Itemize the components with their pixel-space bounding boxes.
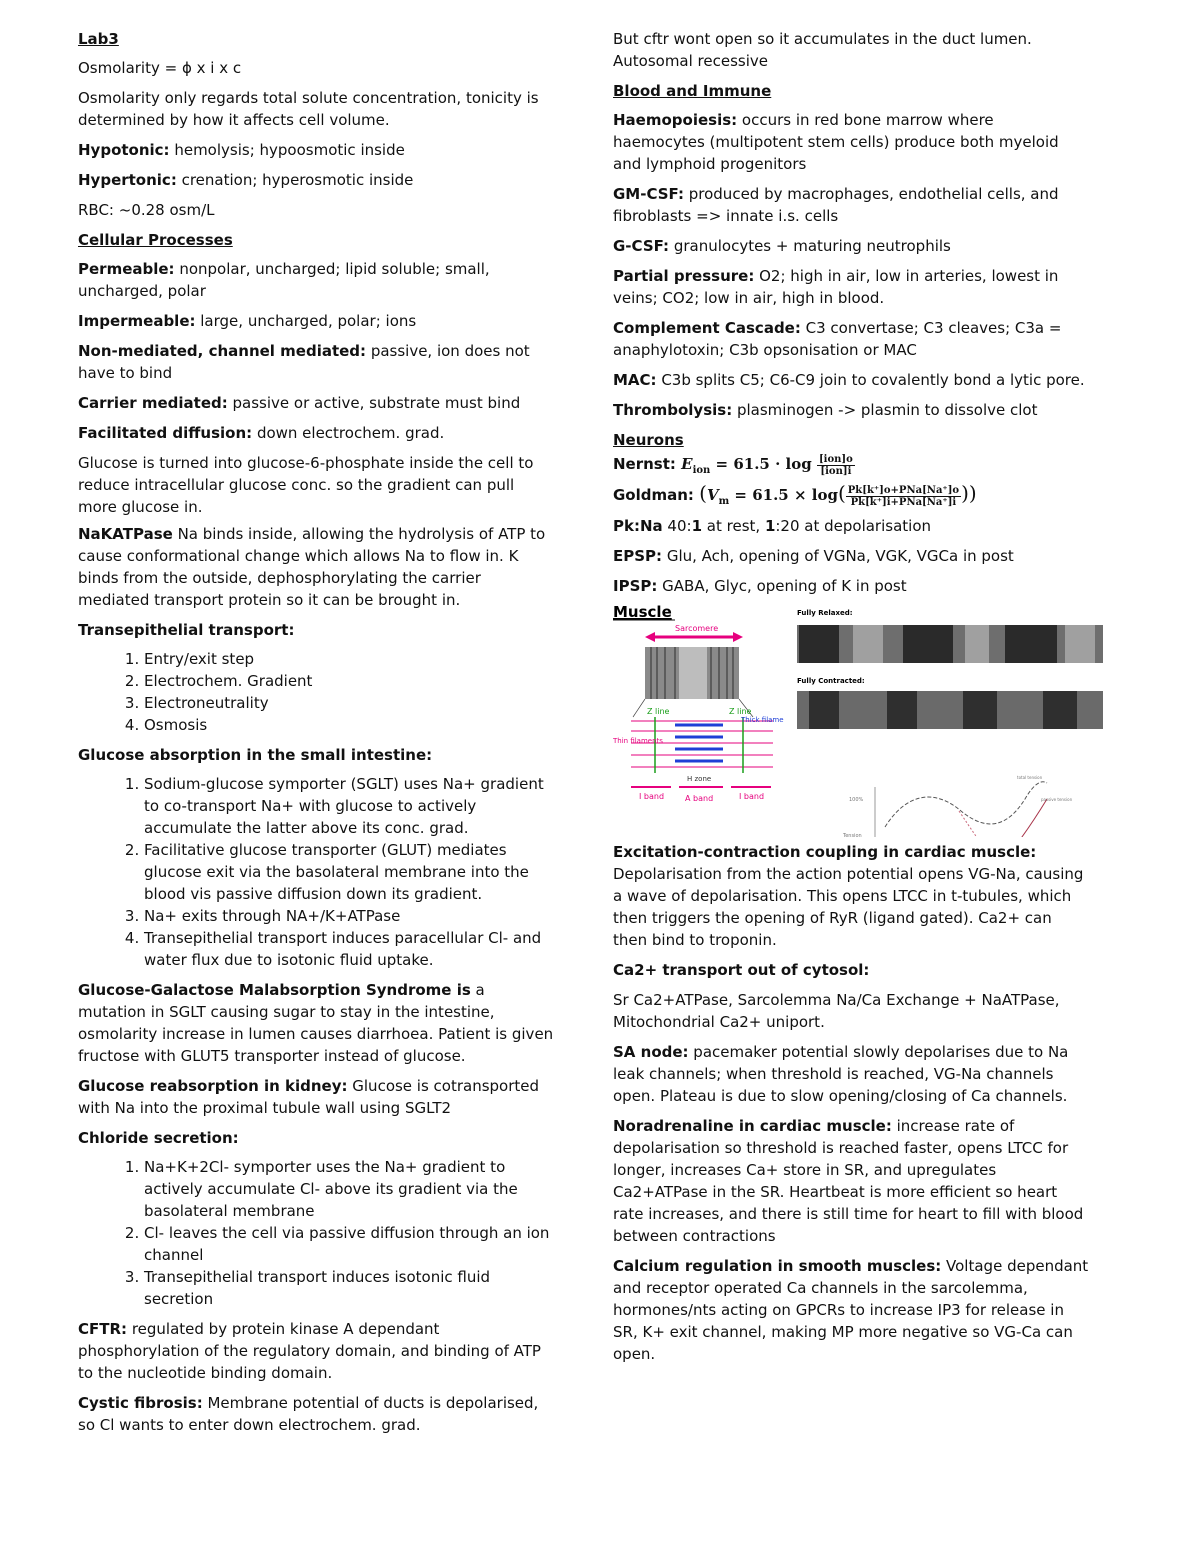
calcium-smooth-text: Voltage dependant and receptor operated Ca channels in the sarcolemma, hormones/nts acting on GPCRs to increase IP3 for release in SR, K+ exit channel, making MP more negative so VG-Ca can open. (613, 1257, 1089, 1363)
non-mediated-text: passive, ion does not have to bind (78, 342, 530, 382)
nakatpase-text: Na binds inside, allowing the hydrolysis of ATP to cause conformational change which allows Na to flow in. K binds from the outside, dephosphorylating the carrier mediated transport protein so it can be brought in. (78, 525, 546, 609)
list-item: 4. Transepithelial transport induces paracellular Cl- and water flux due to isotonic fluid uptake. (144, 927, 556, 971)
ecc-term: Excitation-contraction coupling in cardiac muscle: (613, 843, 1037, 861)
muscle-figure (613, 605, 1103, 837)
neurons-heading: Neurons (613, 431, 684, 449)
noradrenaline-text: increase rate of depolarisation so threshold is reached faster, opens LTCC for longer, increases Ca+ store in SR, and upregulates Ca2+ATPase in the SR. Heartbeat is more efficient so heart rate increases, and there is still time for heart to fill with blood between contractions (613, 1117, 1084, 1245)
rbc-osmolarity: RBC: ~0.28 osm/L (78, 201, 215, 219)
graph-y-axis-label: Tension (843, 833, 862, 837)
right-column (613, 28, 1089, 1373)
cystic-def (78, 1392, 556, 1436)
ca-transport-heading: Ca2+ transport out of cytosol: (613, 961, 870, 979)
facilitated-term: Facilitated diffusion: (78, 424, 253, 442)
list-item: 2. Facilitative glucose transporter (GLUT) mediates glucose exit via the basolateral membrane into the blood vis passive diffusion down its gradient. (144, 839, 556, 905)
lab3-heading: Lab3 (78, 30, 119, 48)
cellular-processes-heading: Cellular Processes (78, 231, 233, 249)
osmolarity-note: Osmolarity only regards total solute concentration, tonicity is determined by how it affects cell volume. (78, 89, 539, 129)
hypotonic-text: hemolysis; hypoosmotic inside (169, 141, 405, 159)
gmcsf-def (613, 183, 1089, 227)
thrombolysis-text: plasminogen -> plasmin to dissolve clot (732, 401, 1038, 419)
gmcsf-text: produced by macrophages, endothelial cells, and fibroblasts => innate i.s. cells (613, 185, 1059, 225)
cftr-text: regulated by protein kinase A dependant phosphorylation of the regulatory domain, and binding of ATP to the nucleotide binding domain. (78, 1320, 541, 1382)
nernst-label: Nernst: (613, 455, 682, 473)
thrombolysis-term: Thrombolysis: (613, 401, 733, 419)
h-zone-label: H zone (687, 775, 712, 783)
epsp-term: EPSP: (613, 547, 663, 565)
complement-def (613, 317, 1089, 361)
i-band-label-left: I band (639, 792, 665, 801)
paren-close: )) (961, 481, 977, 505)
partial-pressure-term: Partial pressure: (613, 267, 755, 285)
ipsp-def (613, 575, 1089, 597)
facilitated-text: down electrochem. grad. (252, 424, 445, 442)
fully-relaxed-label: Fully Relaxed: (797, 609, 853, 617)
nakatpase-def (78, 523, 556, 611)
paren-open: ( (699, 481, 707, 505)
haemopoiesis-term: Haemopoiesis: (613, 111, 738, 129)
chloride-heading: Chloride secretion: (78, 1129, 239, 1147)
transepithelial-heading: Transepithelial transport: (78, 621, 295, 639)
list-item: 3. Electroneutrality (144, 692, 556, 714)
arrowhead (645, 632, 655, 642)
complement-term: Complement Cascade: (613, 319, 801, 337)
blood-immune-heading: Blood and Immune (613, 82, 772, 100)
a-band-label: A band (685, 794, 714, 803)
kidney-def (78, 1075, 556, 1119)
hypotonic-term: Hypotonic: (78, 141, 170, 159)
passive-tension-curve (977, 799, 1047, 837)
mac-def (613, 369, 1089, 391)
calcium-smooth-def (613, 1255, 1089, 1365)
goldman-label: Goldman: (613, 486, 700, 504)
graph-y-top-label: 100% (849, 797, 864, 803)
cftr-def (78, 1318, 556, 1384)
gcsf-term: G-CSF: (613, 237, 670, 255)
ggm-def (78, 979, 556, 1067)
list-item: 2. Cl- leaves the cell via passive diffusion through an ion channel (144, 1222, 556, 1266)
list-item: 3. Transepithelial transport induces isotonic fluid secretion (144, 1266, 556, 1310)
epsp-text: Glu, Ach, opening of VGNa, VGK, VGCa in post (662, 547, 1014, 565)
thick-filament-label: Thick filame (741, 716, 784, 724)
micrograph-light-band (679, 647, 707, 699)
mac-text: C3b splits C5; C6-C9 join to covalently bond a lytic pore. (656, 371, 1085, 389)
cftr-continued: But cftr wont open so it accumulates in the duct lumen. Autosomal recessive (613, 30, 1032, 70)
passive-tension-label: passive tension (1041, 797, 1073, 802)
ipsp-term: IPSP: (613, 577, 658, 595)
list-item: 2. Electrochem. Gradient (144, 670, 556, 692)
ca-transport-text: Sr Ca2+ATPase, Sarcolemma Na/Ca Exchange + NaATPase, Mitochondrial Ca2+ uniport. (613, 991, 1060, 1031)
ggm-term: Glucose-Galactose Malabsorption Syndrome is (78, 981, 471, 999)
pk-na-text: 40: (662, 517, 692, 535)
noradrenaline-def (613, 1115, 1089, 1247)
hypertonic-text: crenation; hyperosmotic inside (176, 171, 414, 189)
epsp-def (613, 545, 1089, 567)
fully-contracted-label: Fully Contracted: (797, 677, 865, 685)
nernst-numerator: [ion]o (818, 453, 853, 465)
hypertonic-def (78, 169, 556, 191)
list-item: 1. Na+K+2Cl- symporter uses the Na+ gradient to actively accumulate Cl- above its gradient via the basolateral membrane (144, 1156, 556, 1222)
sa-node-text: pacemaker potential slowly depolarises due to Na leak channels; when threshold is reached, VG-Na channels open. Plateau is due to slow opening/closing of Ca channels. (613, 1043, 1069, 1105)
pk-na-term: Pk:Na (613, 517, 663, 535)
haemopoiesis-def (613, 109, 1089, 175)
impermeable-text: large, uncharged, polar; ions (195, 312, 417, 330)
ipsp-text: GABA, Glyc, opening of K in post (657, 577, 907, 595)
permeable-term: Permeable: (78, 260, 175, 278)
carrier-def (78, 392, 556, 414)
thrombolysis-def (613, 399, 1089, 421)
nernst-lhs: E (681, 455, 693, 473)
mac-term: MAC: (613, 371, 657, 389)
permeable-text: nonpolar, uncharged; lipid soluble; small, uncharged, polar (78, 260, 490, 300)
thin-filament-label: Thin filaments (613, 737, 663, 745)
glucose-absorption-list (78, 773, 556, 971)
left-column (78, 28, 556, 1444)
z-line-label-left: Z line (647, 707, 670, 716)
hypertonic-term: Hypertonic: (78, 171, 177, 189)
gcsf-def (613, 235, 1089, 257)
goldman-denominator: Pk[k⁺]i+PNa[Na⁺]i (850, 496, 957, 508)
relaxed-dark-bands (799, 625, 1057, 663)
pk-na-ratio (613, 515, 1089, 537)
projection-line (633, 699, 645, 717)
muscle-figure-svg (613, 605, 1103, 837)
impermeable-def (78, 310, 556, 332)
ecc-text: Depolarisation from the action potential opens VG-Na, causing a wave of depolarisation. This opens LTCC in t-tubules, which then triggers the opening of RyR (ligand gated). Ca2+ can then bind to troponin. (613, 865, 1084, 949)
gcsf-text: granulocytes + maturing neutrophils (669, 237, 951, 255)
partial-pressure-text: O2; high in air, low in arteries, lowest in veins; CO2; low in air, high in blood. (613, 267, 1059, 307)
hypotonic-def (78, 139, 556, 161)
carrier-term: Carrier mediated: (78, 394, 228, 412)
chloride-list (78, 1156, 556, 1310)
ecc-def (613, 841, 1089, 951)
sa-node-term: SA node: (613, 1043, 689, 1061)
impermeable-term: Impermeable: (78, 312, 196, 330)
kidney-term: Glucose reabsorption in kidney: (78, 1077, 348, 1095)
non-mediated-def (78, 340, 556, 384)
ggm-text: a mutation in SGLT causing sugar to stay in the intestine, osmolarity increase in lumen causes diarrhoea. Patient is given fructose with GLUT5 transporter instead of glucose. (78, 981, 554, 1065)
arrowhead (733, 632, 743, 642)
list-item: 1. Entry/exit step (144, 648, 556, 670)
pk-na-end: :20 at depolarisation (775, 517, 932, 535)
goldman-fraction (846, 485, 961, 508)
carrier-text: passive or active, substrate must bind (227, 394, 521, 412)
partial-pressure-def (613, 265, 1089, 309)
list-item: 1. Sodium-glucose symporter (SGLT) uses Na+ gradient to co-transport Na+ with glucose to actively accumulate the latter above its conc. grad. (144, 773, 556, 839)
goldman-sub: m (718, 496, 730, 507)
cystic-term: Cystic fibrosis: (78, 1394, 203, 1412)
glucose-absorption-heading: Glucose absorption in the small intestine: (78, 746, 433, 764)
noradrenaline-term: Noradrenaline in cardiac muscle: (613, 1117, 892, 1135)
complement-text: C3 convertase; C3 cleaves; C3a = anaphylotoxin; C3b opsonisation or MAC (613, 319, 1062, 359)
haemopoiesis-text: occurs in red bone marrow where haemocytes (multipotent stem cells) produce both myeloid and lymphoid progenitors (613, 111, 1059, 173)
paren-open-inner: ( (837, 481, 846, 505)
goldman-equation (613, 482, 1089, 513)
facilitated-def (78, 422, 556, 444)
total-tension-label: total tension (1017, 775, 1043, 780)
list-item: 4. Osmosis (144, 714, 556, 736)
sa-node-def (613, 1041, 1089, 1107)
gmcsf-term: GM-CSF: (613, 185, 684, 203)
glucose-note: Glucose is turned into glucose-6-phosphate inside the cell to reduce intracellular glucose conc. so the gradient can pull more glucose in. (78, 454, 534, 516)
non-mediated-term: Non-mediated, channel mediated: (78, 342, 367, 360)
z-line-label-right: Z line (729, 707, 752, 716)
goldman-numerator: Pk[k⁺]o+PNa[Na⁺]o (847, 484, 960, 496)
nernst-sub: ion (692, 465, 711, 476)
permeable-def (78, 258, 556, 302)
nernst-equation (613, 453, 1089, 482)
osmolarity-formula: Osmolarity = ϕ x i x c (78, 59, 242, 77)
kidney-text: Glucose is cotransported with Na into the proximal tubule wall using SGLT2 (78, 1077, 540, 1117)
calcium-smooth-term: Calcium regulation in smooth muscles: (613, 1257, 942, 1275)
list-item: 3. Na+ exits through NA+/K+ATPase (144, 905, 556, 927)
goldman-lhs: V (706, 486, 719, 504)
transepithelial-list (78, 648, 556, 736)
nernst-denominator: [ion]i (820, 465, 852, 477)
nernst-fraction (817, 454, 855, 477)
sarcomere-label: Sarcomere (675, 624, 719, 633)
i-band-label-right: I band (739, 792, 765, 801)
goldman-rhs: = 61.5 × log (729, 486, 838, 504)
muscle-heading: Muscle (613, 605, 672, 621)
total-tension-curve (885, 782, 1047, 827)
pk-na-bold-1: 1 (691, 517, 703, 535)
pk-na-mid: at rest, (702, 517, 765, 535)
pk-na-bold-2: 1 (764, 517, 776, 535)
nernst-rhs: = 61.5 · log (710, 455, 812, 473)
cystic-text: Membrane potential of ducts is depolarised, so Cl wants to enter down electrochem. grad. (78, 1394, 539, 1434)
cftr-term: CFTR: (78, 1320, 128, 1338)
nakatpase-term: NaKATPase (78, 525, 173, 543)
